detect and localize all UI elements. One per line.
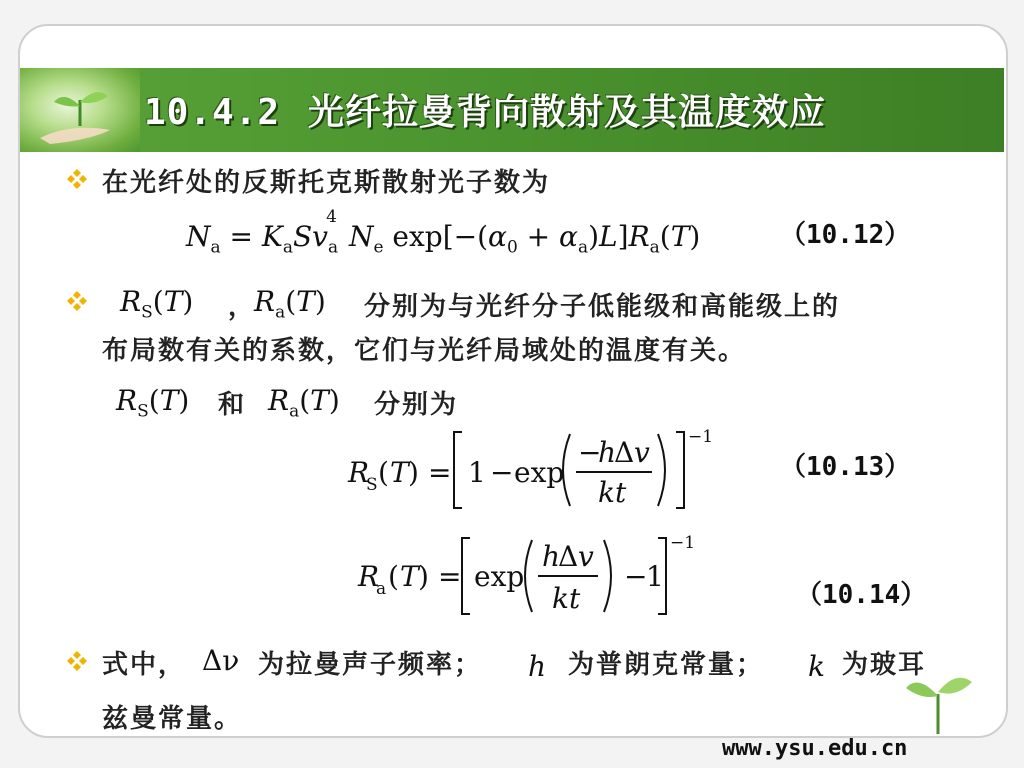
svg-text:−1: −1 — [670, 533, 696, 553]
four-diamond-bullet-icon — [66, 168, 88, 190]
svg-text:=: = — [428, 456, 452, 489]
svg-text:h: h — [542, 540, 561, 573]
rs-symbol-2: $R_S(T)$ — [116, 384, 190, 422]
svg-text:exp: exp — [514, 456, 565, 489]
bullet-3-prefix: 式中， — [102, 650, 187, 680]
svg-text:R: R — [358, 560, 380, 593]
svg-text:v: v — [578, 540, 594, 573]
svg-text:−: − — [578, 436, 602, 469]
svg-text:kt: kt — [598, 476, 627, 509]
svg-text:(: ( — [388, 560, 399, 593]
equation-number-10-13: （10.13） — [780, 452, 911, 482]
k-symbol: k — [808, 650, 825, 683]
equation-10-13 — [344, 424, 724, 516]
svg-text:=: = — [438, 560, 462, 593]
respectively-text: 分别为 — [374, 390, 459, 420]
delta-nu-symbol: Δν — [202, 644, 240, 677]
svg-text:h: h — [598, 436, 617, 469]
rs-symbol: $R_S(T)$ — [120, 285, 194, 323]
bullet-3-planck-text: 为普朗克常量； — [568, 650, 765, 680]
and-text: 和 — [218, 390, 247, 420]
equation-10-12: $N_a = K_aSv_a^4N_e$ $\exp[-(\alpha_0 + \alpha_a)L]R_a(T)$ — [186, 206, 701, 258]
svg-text:): ) — [418, 560, 429, 593]
svg-text:): ) — [408, 456, 419, 489]
sprout-icon — [904, 668, 974, 734]
svg-text:v: v — [634, 436, 650, 469]
h-symbol: h — [528, 650, 547, 683]
svg-text:Δ: Δ — [558, 540, 579, 573]
slide-title — [144, 84, 826, 135]
bullet-3-raman-text: 为拉曼声子频率； — [258, 650, 483, 680]
ra-symbol: $R_a(T)$ — [254, 285, 326, 323]
four-diamond-bullet-icon — [66, 290, 88, 312]
svg-text:−: − — [624, 560, 648, 593]
equation-number-10-12: （10.12） — [780, 220, 911, 250]
seedling-hand-image — [20, 68, 140, 152]
svg-text:exp: exp — [474, 560, 525, 593]
equation-10-14 — [354, 530, 714, 622]
svg-text:−: − — [490, 456, 514, 489]
ra-symbol-2: $R_a(T)$ — [268, 384, 340, 422]
svg-text:T: T — [400, 560, 419, 593]
footer-url: www.ysu.edu.cn — [722, 736, 908, 761]
svg-text:−1: −1 — [688, 427, 714, 447]
bullet-1-text: 在光纤处的反斯托克斯散射光子数为 — [102, 168, 551, 198]
four-diamond-bullet-icon — [66, 650, 88, 672]
bullet-2-comma: ， — [228, 292, 257, 322]
svg-text:S: S — [366, 475, 378, 495]
svg-text:(: ( — [378, 456, 389, 489]
bullet-3-boltzmann-text-2: 兹曼常量。 — [102, 704, 243, 734]
svg-text:1: 1 — [468, 456, 486, 489]
svg-text:Δ: Δ — [614, 436, 635, 469]
svg-text:T: T — [390, 456, 409, 489]
section-title: 光纤拉曼背向散射及其温度效应 — [308, 92, 827, 133]
section-number: 10.4.2 — [144, 92, 281, 133]
svg-text:R: R — [348, 456, 370, 489]
equation-number-10-14: （10.14） — [796, 580, 927, 610]
svg-text:1: 1 — [646, 560, 664, 593]
svg-text:kt: kt — [552, 582, 581, 615]
svg-text:a: a — [376, 579, 387, 599]
bullet-2-text-line-2: 布局数有关的系数，它们与光纤局域处的温度有关。 — [102, 336, 747, 366]
bullet-2-text-line-1: 分别为与光纤分子低能级和高能级上的 — [364, 292, 841, 322]
title-bar — [20, 68, 1004, 152]
bullet-3-boltzmann-text-1: 为玻耳 — [842, 650, 927, 680]
